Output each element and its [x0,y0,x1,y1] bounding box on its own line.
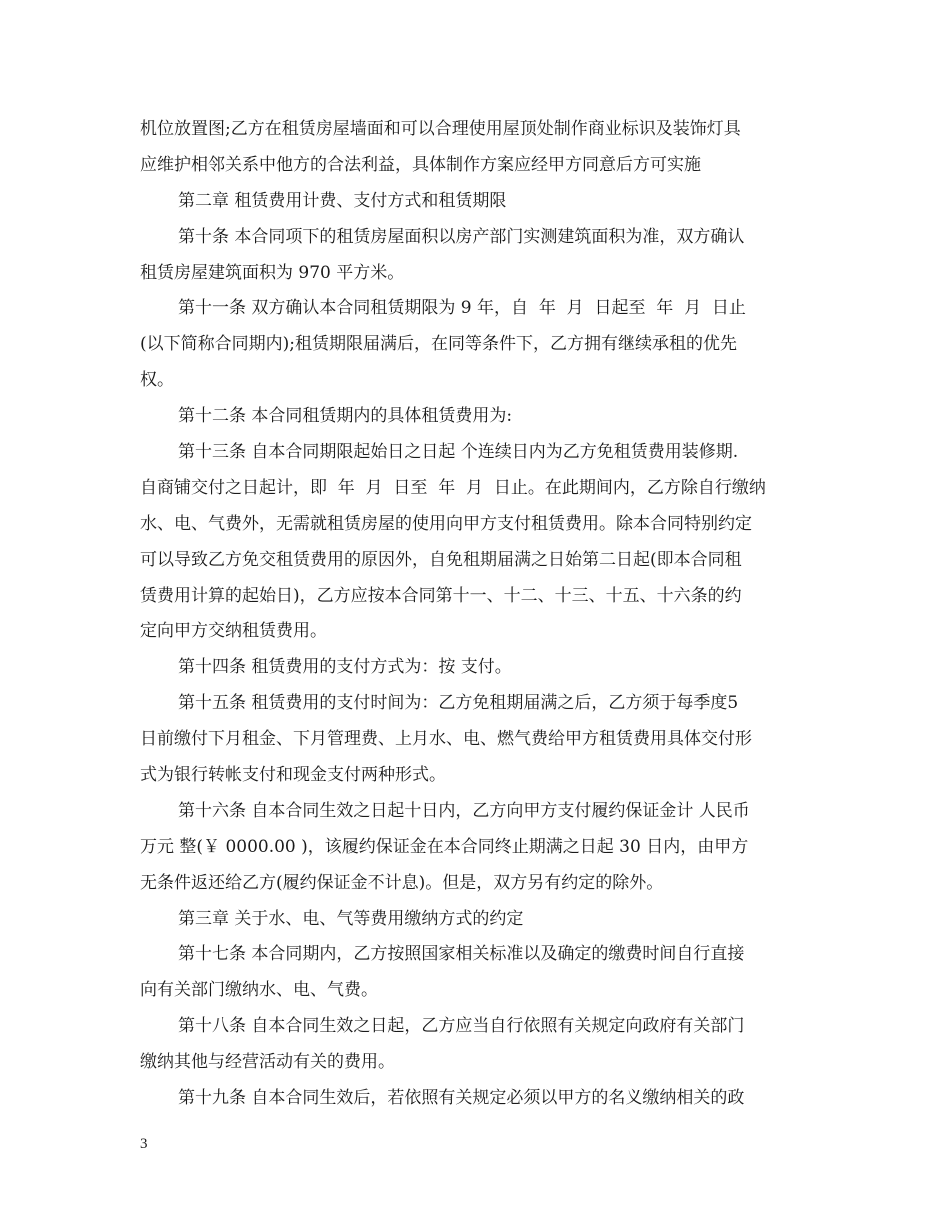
text-line: 向有关部门缴纳水、电、气费。 [140,980,378,1001]
text-line: 第十三条 自本合同期限起始日之日起 个连续日内为乙方免租赁费用装修期. [178,442,739,463]
text-line: 第十四条 租赁费用的支付方式为：按 支付。 [178,657,512,678]
text-line: 第十二条 本合同租赁期内的具体租赁费用为: [178,406,513,427]
text-line: 日前缴付下月租金、下月管理费、上月水、电、燃气费给甲方租赁费用具体交付形 [140,729,752,750]
text-line: 机位放置图;乙方在租赁房屋墙面和可以合理使用屋顶处制作商业标识及装饰灯具 [140,119,741,139]
text-line: 水、电、气费外，无需就租赁房屋的使用向甲方支付租赁费用。除本合同特别约定 [140,513,752,534]
text-line: 第十九条 自本合同生效后，若依照有关规定必须以甲方的名义缴纳相关的政 [178,1088,745,1109]
text-line: 定向甲方交纳租赁费用。 [140,621,327,642]
text-line: 第三章 关于水、电、气等费用缴纳方式的约定 [178,908,524,929]
text-line: 自商铺交付之日起计，即 年 月 日至 年 月 日止。在此期间内，乙方除自行缴纳 [140,477,766,498]
document-body [140,112,812,1117]
text-line: 可以导致乙方免交租赁费用的原因外，自免租期届满之日始第二日起(即本合同租 [140,549,742,570]
text-line: 第十五条 租赁费用的支付时间为：乙方免租期届满之后，乙方须于每季度5 [178,693,739,714]
text-line: 第十八条 自本合同生效之日起，乙方应当自行依照有关规定向政府有关部门 [178,1016,745,1037]
text-line: 应维护相邻关系中他方的合法利益，具体制作方案应经甲方同意后方可实施 [140,154,701,175]
text-line: 第十一条 双方确认本合同租赁期限为 9 年，自 年 月 日起至 年 月 日止 [178,298,746,319]
text-line: 式为银行转帐支付和现金支付两种形式。 [140,765,446,786]
text-line: 租赁房屋建筑面积为 970 平方米。 [140,262,405,283]
text-line: 缴纳其他与经营活动有关的费用。 [140,1052,395,1073]
text-line: 无条件返还给乙方(履约保证金不计息)。但是，双方另有约定的除外。 [140,872,664,893]
text-line: 第十六条 自本合同生效之日起十日内，乙方向甲方支付履约保证金计 人民币 [178,800,750,821]
text-line: 第二章 租赁费用计费、支付方式和租赁期限 [178,190,507,211]
text-line: 赁费用计算的起始日)，乙方应按本合同第十一、十二、十三、十五、十六条的约 [140,585,742,606]
text-line: 权。 [140,370,174,391]
text-line: 万元 整(￥ 0000.00 )，该履约保证金在本合同终止期满之日起 30 日内，由甲方 [140,836,749,857]
text-line: (以下简称合同期内);租赁期限届满后，在同等条件下，乙方拥有继续承租的优先 [140,334,737,355]
page-number: 3 [140,1136,148,1152]
text-line: 第十条 本合同项下的租赁房屋面积以房产部门实测建筑面积为准，双方确认 [178,226,745,247]
text-line: 第十七条 本合同期内，乙方按照国家相关标准以及确定的缴费时间自行直接 [178,944,745,965]
